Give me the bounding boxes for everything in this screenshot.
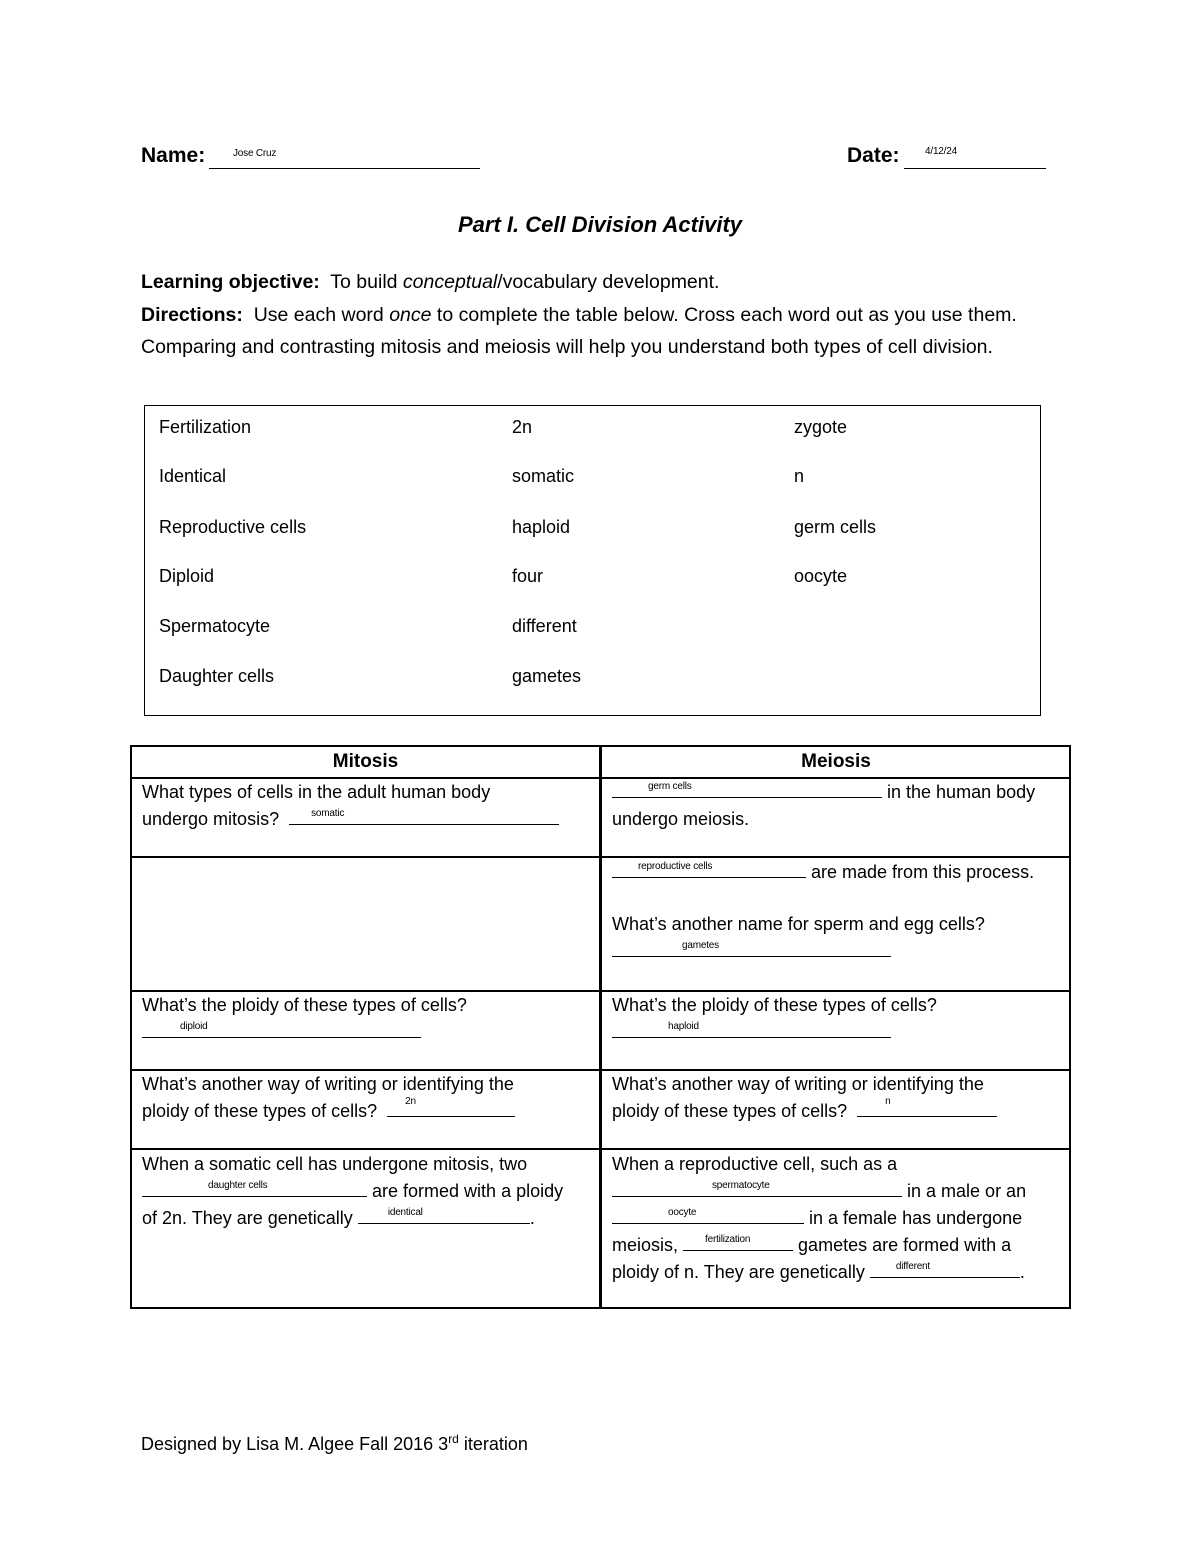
answer-blank[interactable] — [857, 1098, 997, 1117]
mitosis-header: Mitosis — [332, 751, 399, 772]
answer-text: oocyte — [668, 1207, 697, 1218]
word-bank-item: four — [512, 566, 544, 586]
question-text: When a reproductive cell, such as a — [612, 1154, 898, 1174]
directions-text-2: to complete the table below. Cross each word out as you use them. Comparing and contrasting mitosis and meiosis will help you understand both types of cell division. — [141, 304, 1017, 358]
answer-blank[interactable] — [612, 859, 806, 878]
answer-text: 2n — [405, 1096, 416, 1107]
answer-text: fertilization — [705, 1234, 751, 1245]
answer-blank[interactable] — [358, 1205, 530, 1224]
meiosis-row1-cell — [612, 779, 1062, 833]
answer-text: haploid — [668, 1021, 699, 1032]
question-text: What’s another way of writing or identifying the — [142, 1074, 514, 1094]
answer-blank[interactable] — [612, 1019, 891, 1038]
mitosis-row1-cell — [142, 779, 592, 833]
question-text: undergo mitosis? — [142, 809, 280, 829]
footer-sup: rd — [448, 1432, 459, 1446]
meiosis-row5-cell — [612, 1151, 1067, 1286]
answer-blank[interactable] — [289, 806, 559, 825]
question-text: undergo meiosis. — [612, 809, 750, 829]
answer-text: spermatocyte — [712, 1180, 770, 1191]
meiosis-header: Meiosis — [801, 751, 871, 772]
comparison-table — [130, 745, 1071, 1309]
question-text: are formed with a ploidy — [372, 1181, 564, 1201]
answer-text: reproductive cells — [638, 861, 713, 872]
directions-italic: once — [389, 304, 432, 326]
answer-blank[interactable] — [612, 938, 891, 957]
question-text: ploidy of n. They are genetically — [612, 1262, 865, 1282]
question-text: What’s the ploidy of these types of cells? — [612, 995, 937, 1015]
word-bank-item: gametes — [512, 666, 582, 686]
answer-blank[interactable] — [612, 1178, 902, 1197]
answer-text: somatic — [311, 808, 345, 819]
answer-text: identical — [387, 1207, 423, 1218]
word-bank-item: haploid — [512, 517, 571, 537]
objective-text-before: To build — [330, 271, 398, 293]
directions-text-1: Use each word — [253, 304, 384, 326]
date-field[interactable] — [904, 146, 1046, 169]
column-divider — [599, 747, 602, 1307]
answer-text: different — [895, 1261, 930, 1272]
meiosis-row2-cell — [612, 859, 1062, 965]
page-title: Part I. Cell Division Activity — [457, 212, 743, 237]
answer-text: diploid — [180, 1021, 208, 1032]
answer-blank[interactable] — [142, 1019, 421, 1038]
punctuation: . — [1019, 1262, 1025, 1282]
word-bank-item: zygote — [794, 417, 848, 437]
question-text: in a female has undergone — [809, 1208, 1023, 1228]
footer-after: iteration — [458, 1434, 528, 1454]
name-value: Jose Cruz — [233, 148, 277, 159]
answer-text: germ cells — [648, 781, 692, 792]
meiosis-row4-cell — [612, 1071, 1062, 1125]
word-bank-item: Identical — [159, 466, 227, 486]
answer-text: daughter cells — [208, 1180, 268, 1191]
mitosis-row4-cell — [142, 1071, 592, 1125]
word-bank-item: Diploid — [159, 566, 215, 586]
answer-text: gametes — [682, 940, 719, 951]
word-bank-item: somatic — [512, 466, 575, 486]
word-bank-item: n — [794, 466, 805, 486]
question-text: ploidy of these types of cells? — [142, 1101, 378, 1121]
question-text: meiosis, — [612, 1235, 679, 1255]
mitosis-row3-cell — [142, 992, 592, 1046]
objective-text-after: /vocabulary development. — [497, 271, 720, 293]
word-bank-item: Reproductive cells — [159, 517, 307, 537]
answer-blank[interactable] — [870, 1259, 1020, 1278]
row-divider — [132, 856, 1069, 858]
answer-blank[interactable] — [612, 1205, 804, 1224]
date-label: Date: — [847, 144, 900, 167]
directions-label: Directions: — [141, 304, 243, 326]
meiosis-row3-cell — [612, 992, 1062, 1046]
footer-text: Designed by Lisa M. Algee Fall 2016 3 — [141, 1434, 449, 1454]
word-bank-item: different — [512, 616, 577, 636]
question-text: What’s the ploidy of these types of cells? — [142, 995, 467, 1015]
row-divider — [132, 1148, 1069, 1150]
question-text: What’s another name for sperm and egg cells? — [612, 914, 985, 934]
objective-label: Learning objective: — [141, 271, 320, 293]
question-text: What types of cells in the adult human body — [142, 782, 491, 802]
word-bank — [144, 405, 1041, 716]
mitosis-row5-cell — [142, 1151, 594, 1232]
word-bank-item: 2n — [512, 417, 533, 437]
answer-text: n — [885, 1096, 891, 1107]
answer-blank[interactable] — [683, 1232, 793, 1251]
word-bank-item: oocyte — [794, 566, 848, 586]
answer-blank[interactable] — [612, 779, 882, 798]
name-field[interactable] — [209, 146, 480, 169]
date-value: 4/12/24 — [925, 146, 957, 157]
question-text: of 2n. They are genetically — [142, 1208, 353, 1228]
question-text: are made from this process. — [811, 862, 1035, 882]
objective-italic: conceptual — [402, 271, 498, 293]
word-bank-item: Fertilization — [159, 417, 252, 437]
question-text: in the human body — [887, 782, 1036, 802]
answer-blank[interactable] — [142, 1178, 367, 1197]
question-text: What’s another way of writing or identifying the — [612, 1074, 984, 1094]
question-text: gametes are formed with a — [798, 1235, 1012, 1255]
question-text: When a somatic cell has undergone mitosis, two — [142, 1154, 528, 1174]
question-text: in a male or an — [907, 1181, 1027, 1201]
word-bank-item: Daughter cells — [159, 666, 275, 686]
directions — [141, 299, 1061, 363]
learning-objective — [141, 266, 1061, 298]
answer-blank[interactable] — [387, 1098, 515, 1117]
word-bank-item: Spermatocyte — [159, 616, 271, 636]
punctuation: . — [529, 1208, 535, 1228]
footer-credit — [141, 1432, 528, 1455]
question-text: ploidy of these types of cells? — [612, 1101, 848, 1121]
name-label: Name: — [141, 144, 206, 167]
word-bank-item: germ cells — [794, 517, 877, 537]
